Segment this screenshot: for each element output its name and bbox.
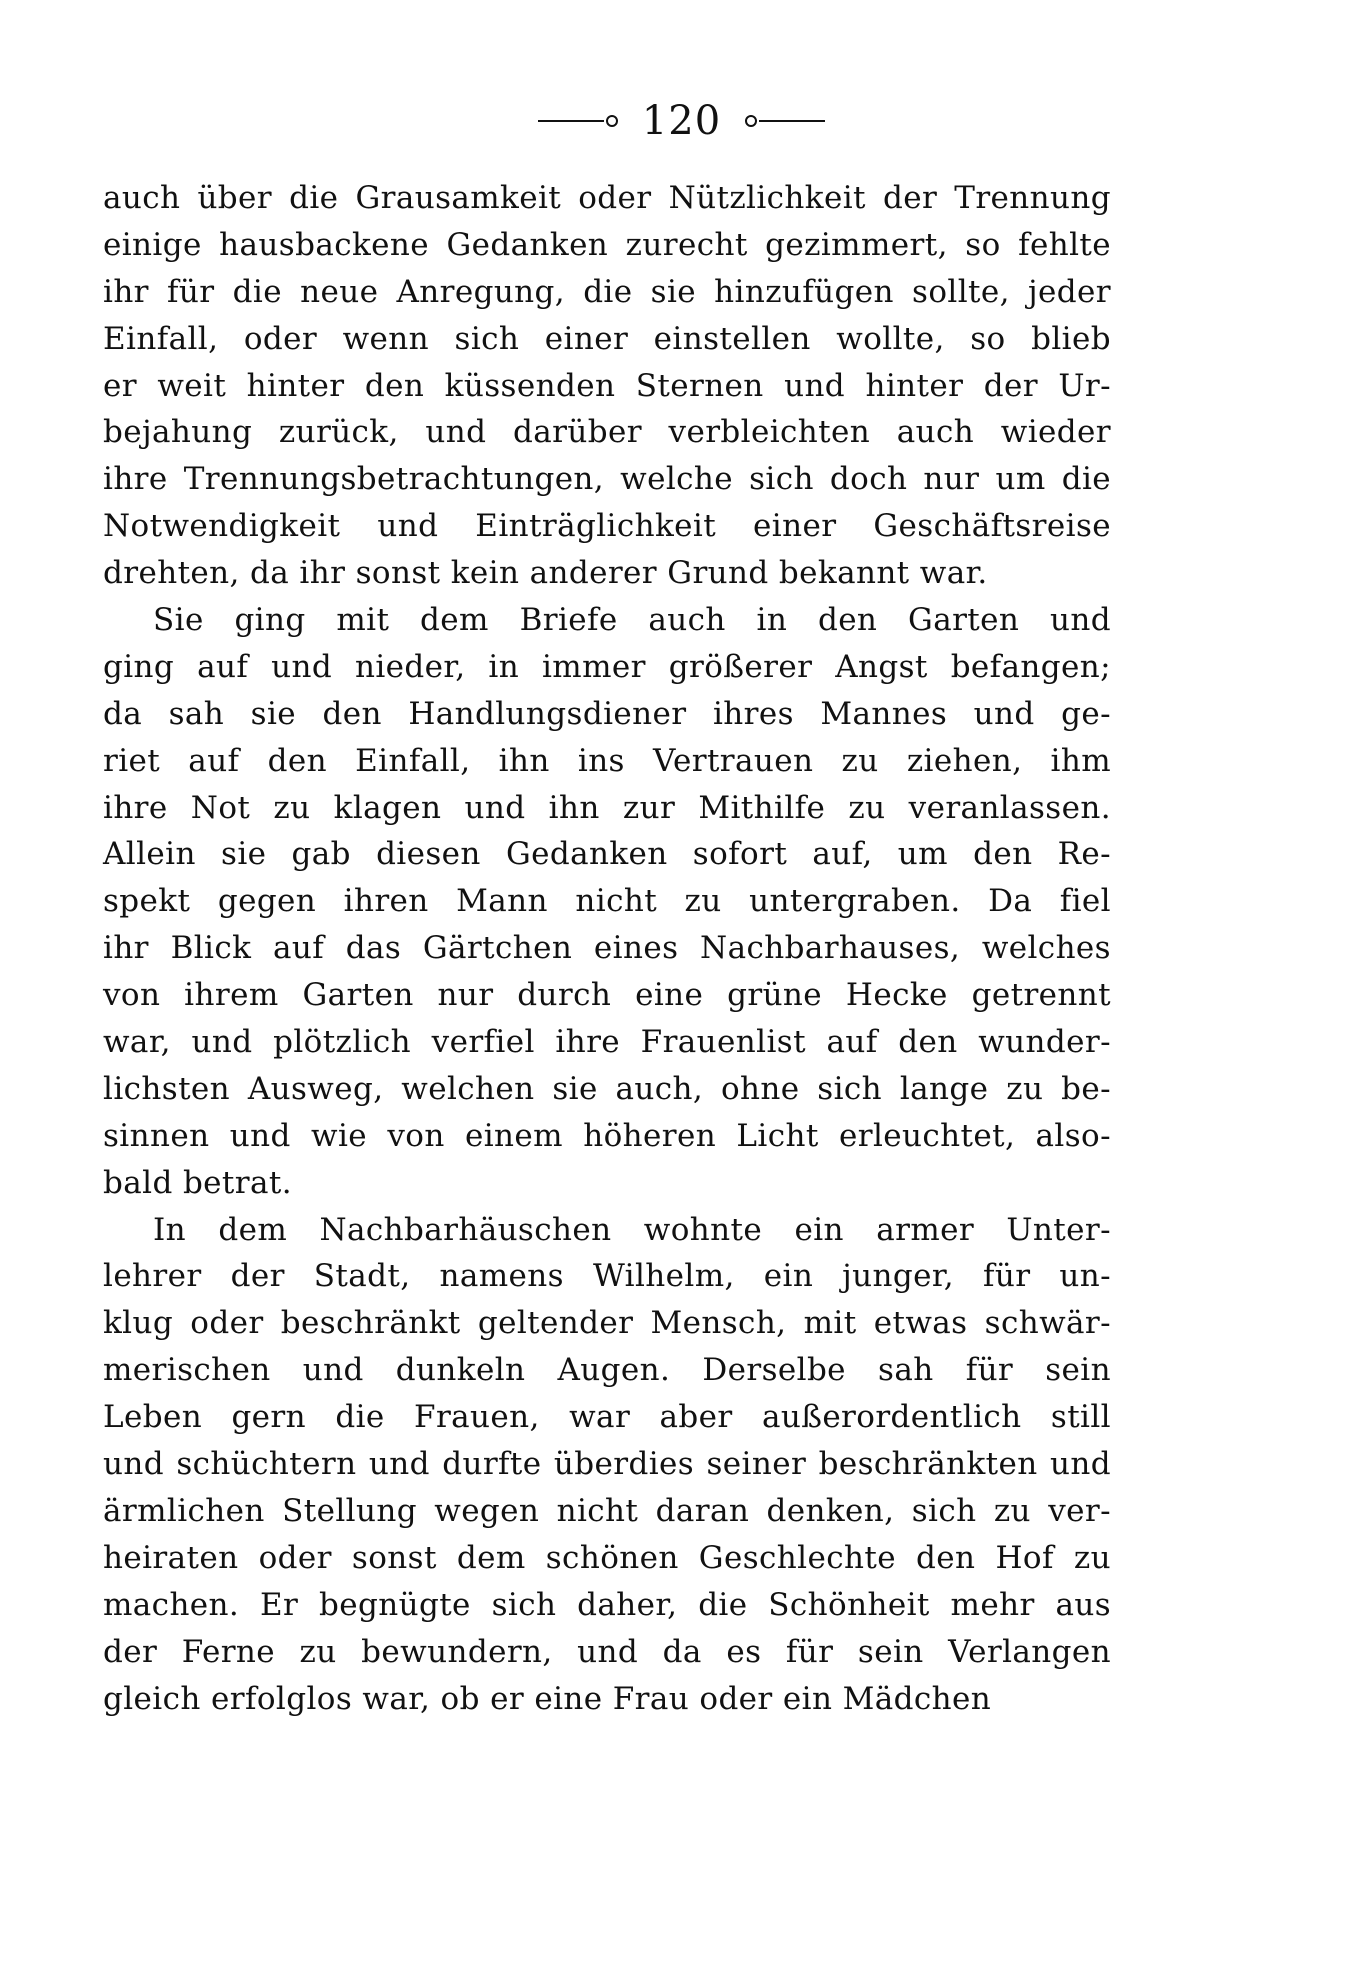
body-text — [103, 175, 1111, 1722]
text-line: auch über die Grausamkeit oder Nützlichkeit der Trennung — [103, 180, 1111, 216]
text-line: Allein sie gab diesen Gedanken sofort auf, um den Re- — [103, 836, 1111, 873]
text-line: da sah sie den Handlungsdiener ihres Mannes und ge- — [103, 695, 1111, 732]
text-line: ihre Trennungsbetrachtungen, welche sich doch nur um die — [103, 461, 1111, 498]
page-number: 120 — [641, 98, 722, 144]
text-line: bejahung zurück, und darüber verbleichten auch wieder — [103, 414, 1111, 451]
text-line: Sie ging mit dem Briefe auch in den Garten und — [153, 602, 1111, 639]
text-line: lichsten Ausweg, welchen sie auch, ohne sich lange zu be- — [103, 1070, 1111, 1107]
text-line: ärmlichen Stellung wegen nicht daran denken, sich zu ver- — [103, 1492, 1111, 1529]
text-line: lehrer der Stadt, namens Wilhelm, ein junger, für un- — [103, 1258, 1111, 1295]
text-line: In dem Nachbarhäuschen wohnte ein armer Unter- — [153, 1211, 1111, 1248]
text-line: der Ferne zu bewundern, und da es für sein Verlangen — [103, 1633, 1111, 1670]
text-line: ihr Blick auf das Gärtchen eines Nachbarhauses, welches — [103, 930, 1111, 967]
text-line: gleich erfolglos war, ob er eine Frau oder ein Mädchen — [103, 1680, 992, 1717]
text-line: klug oder beschränkt geltender Mensch, mit etwas schwär- — [103, 1305, 1111, 1342]
text-line: und schüchtern und durfte überdies seiner beschränkten und — [103, 1446, 1111, 1483]
right-ornament-icon — [745, 115, 825, 127]
text-line: spekt gegen ihren Mann nicht zu untergraben. Da fiel — [103, 883, 1111, 920]
text-line: bald betrat. — [103, 1164, 292, 1201]
text-line: war, und plötzlich verfiel ihre Frauenlist auf den wunder- — [103, 1024, 1111, 1061]
text-line: Leben gern die Frauen, war aber außerordentlich still — [103, 1399, 1111, 1436]
text-line: ihr für die neue Anregung, die sie hinzufügen sollte, jeder — [103, 273, 1111, 310]
text-line: sinnen und wie von einem höheren Licht erleuchtet, also- — [103, 1117, 1111, 1154]
text-line: ihre Not zu klagen und ihn zur Mithilfe zu veranlassen. — [103, 789, 1111, 826]
text-line: riet auf den Einfall, ihn ins Vertrauen zu ziehen, ihm — [103, 742, 1111, 779]
text-line: ging auf und nieder, in immer größerer Angst befangen; — [103, 648, 1111, 685]
paragraph — [103, 175, 1111, 597]
text-line: er weit hinter den küssenden Sternen und hinter der Ur- — [103, 367, 1111, 404]
left-ornament-icon — [538, 115, 618, 127]
text-line: Notwendigkeit und Einträglichkeit einer Geschäftsreise — [103, 508, 1111, 545]
text-line: einige hausbackene Gedanken zurecht gezimmert, so fehlte — [103, 226, 1111, 263]
page-header — [0, 92, 1363, 147]
paragraph — [103, 1207, 1111, 1723]
paragraph — [103, 597, 1111, 1207]
text-line: von ihrem Garten nur durch eine grüne Hecke getrennt — [103, 977, 1111, 1014]
text-line: merischen und dunkeln Augen. Derselbe sah für sein — [103, 1352, 1111, 1389]
text-line: machen. Er begnügte sich daher, die Schönheit mehr aus — [103, 1586, 1111, 1623]
text-line: drehten, da ihr sonst kein anderer Grund bekannt war. — [103, 555, 988, 592]
text-line: Einfall, oder wenn sich einer einstellen wollte, so blieb — [103, 320, 1111, 357]
text-line: heiraten oder sonst dem schönen Geschlechte den Hof zu — [103, 1539, 1111, 1576]
